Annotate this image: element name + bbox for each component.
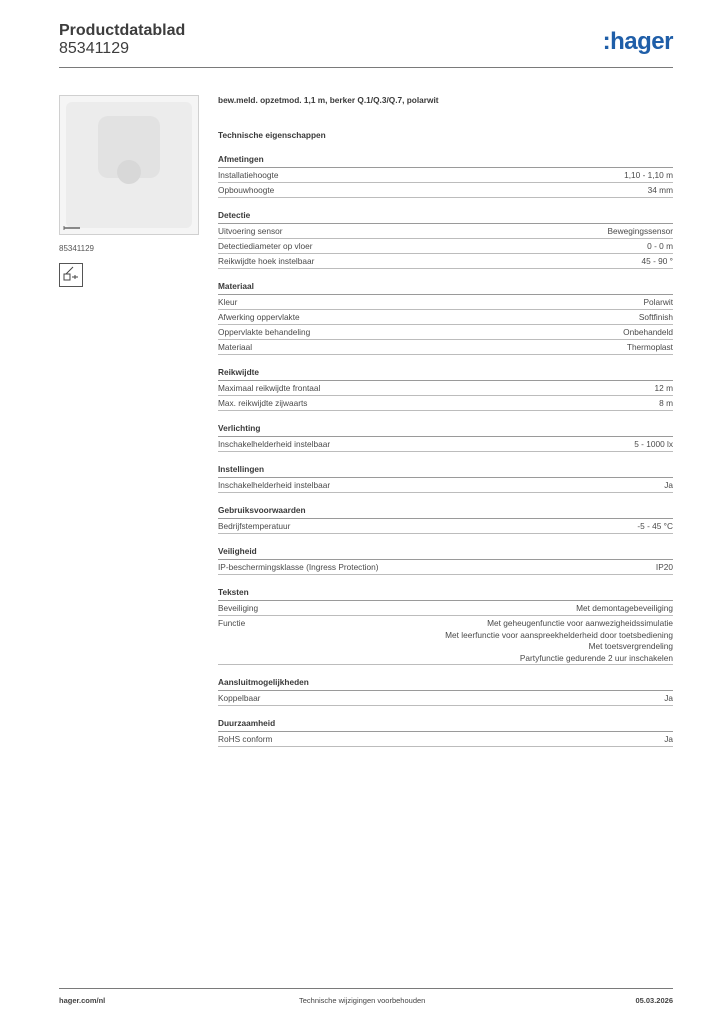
property-row: [218, 478, 673, 493]
property-label: IP-beschermingsklasse (Ingress Protection): [218, 562, 379, 572]
property-value: [648, 185, 673, 197]
property-value-line: IP20: [655, 562, 673, 572]
property-value-line: 45 - 90 °: [641, 256, 673, 266]
property-value: [623, 327, 673, 339]
property-row: [218, 616, 673, 665]
property-value: [647, 241, 673, 253]
property-row: [218, 310, 673, 325]
property-label: Installatiehoogte: [218, 170, 279, 180]
property-row: [218, 691, 673, 706]
property-value-line: Bewegingssensor: [607, 226, 673, 236]
property-label: Functie: [218, 618, 246, 628]
property-value-line: 8 m: [659, 398, 673, 408]
property-value: [659, 398, 673, 410]
footer-disclaimer: Technische wijzigingen voorbehouden: [299, 996, 426, 1005]
property-value: [656, 562, 673, 574]
property-value: [445, 618, 673, 664]
property-label: Inschakelhelderheid instelbaar: [218, 439, 331, 449]
section-title: Reikwijdte: [218, 367, 673, 381]
property-value-line: -5 - 45 °C: [637, 521, 673, 531]
scale-bar-icon: [63, 226, 81, 232]
property-section: [218, 210, 673, 269]
property-label: Oppervlakte behandeling: [218, 327, 311, 337]
header-divider: [59, 67, 673, 68]
property-value: [608, 226, 674, 238]
section-title: Aansluitmogelijkheden: [218, 677, 673, 691]
product-number: 85341129: [59, 40, 129, 57]
property-label: Materiaal: [218, 342, 253, 352]
installation-symbol-icon: [59, 263, 83, 287]
property-label: Max. reikwijdte zijwaarts: [218, 398, 308, 408]
property-row: [218, 437, 673, 452]
section-title: Gebruiksvoorwaarden: [218, 505, 673, 519]
property-label: Detectiediameter op vloer: [218, 241, 313, 251]
property-section: [218, 281, 673, 355]
property-value-line: Ja: [664, 480, 673, 490]
property-section: [218, 464, 673, 493]
property-section: [218, 718, 673, 747]
property-label: Afwerking oppervlakte: [218, 312, 300, 322]
property-value-line: Ja: [664, 693, 673, 703]
property-value-line: Partyfunctie gedurende 2 uur inschakelen: [519, 652, 673, 663]
property-value-line: 0 - 0 m: [647, 241, 673, 251]
property-value: [624, 170, 673, 182]
property-row: [218, 295, 673, 310]
property-row: [218, 183, 673, 198]
article-number-caption: 85341129: [59, 244, 94, 253]
section-title: Afmetingen: [218, 154, 673, 168]
property-value: [642, 256, 673, 268]
property-value: [639, 312, 673, 324]
section-title: Teksten: [218, 587, 673, 601]
section-title: Veiligheid: [218, 546, 673, 560]
property-row: [218, 254, 673, 269]
properties-sections: [218, 154, 673, 747]
property-label: Opbouwhoogte: [218, 185, 275, 195]
property-value-line: 34 mm: [647, 185, 673, 195]
footer-website-link[interactable]: hager.com/nl: [59, 996, 106, 1005]
section-title: Duurzaamheid: [218, 718, 673, 732]
property-row: [218, 396, 673, 411]
property-row: [218, 325, 673, 340]
property-row: [218, 601, 673, 616]
property-row: [218, 560, 673, 575]
property-label: Reikwijdte hoek instelbaar: [218, 256, 315, 266]
property-label: Beveiliging: [218, 603, 259, 613]
property-row: [218, 340, 673, 355]
property-section: [218, 546, 673, 575]
property-value-line: Softfinish: [638, 312, 673, 322]
property-value-line: Thermoplast: [626, 342, 673, 352]
property-label: RoHS conform: [218, 734, 273, 744]
property-value: [664, 734, 673, 746]
property-value: [664, 480, 673, 492]
property-section: [218, 423, 673, 452]
property-section: [218, 587, 673, 665]
property-value: [664, 693, 673, 705]
property-value: [643, 297, 673, 309]
section-title: Detectie: [218, 210, 673, 224]
product-image-sensor: [117, 160, 141, 184]
property-value-line: 1,10 - 1,10 m: [624, 170, 673, 180]
property-row: [218, 519, 673, 534]
product-description: bew.meld. opzetmod. 1,1 m, berker Q.1/Q.3/Q.7, polarwit: [218, 95, 439, 105]
property-section: [218, 367, 673, 411]
property-value: [655, 383, 673, 395]
property-value: [576, 603, 673, 615]
product-details: [218, 95, 673, 747]
product-image: [59, 95, 199, 235]
property-section: [218, 505, 673, 534]
property-value-line: 5 - 1000 lx: [634, 439, 673, 449]
footer-divider: [59, 988, 673, 989]
tech-properties-heading: Technische eigenschappen: [218, 130, 326, 140]
page-title: Productdatablad: [59, 22, 186, 39]
property-label: Uitvoering sensor: [218, 226, 283, 236]
property-label: Inschakelhelderheid instelbaar: [218, 480, 331, 490]
product-image-column: [59, 95, 199, 287]
property-label: Bedrijfstemperatuur: [218, 521, 291, 531]
property-value-line: Onbehandeld: [623, 327, 673, 337]
property-row: [218, 381, 673, 396]
property-value-line: Met geheugenfunctie voor aanwezigheidssimulatie: [487, 618, 673, 628]
property-value-line: Met toetsvergrendeling: [588, 641, 673, 651]
property-value-line: Polarwit: [643, 297, 673, 307]
property-section: [218, 677, 673, 706]
property-value-line: 12 m: [654, 383, 673, 393]
property-label: Koppelbaar: [218, 693, 261, 703]
footer-date: 05.03.2026: [635, 996, 673, 1005]
property-label: Kleur: [218, 297, 238, 307]
section-title: Instellingen: [218, 464, 673, 478]
property-row: [218, 168, 673, 183]
property-section: [218, 154, 673, 198]
property-row: [218, 239, 673, 254]
document-header: [59, 22, 673, 58]
product-image-frame: [66, 102, 192, 228]
property-row: [218, 224, 673, 239]
property-label: Maximaal reikwijdte frontaal: [218, 383, 321, 393]
property-value-line: Ja: [664, 734, 673, 744]
property-row: [218, 732, 673, 747]
hager-logo: :hager: [602, 28, 673, 55]
section-title: Verlichting: [218, 423, 673, 437]
property-value: [627, 342, 673, 354]
section-title: Materiaal: [218, 281, 673, 295]
property-value: [637, 521, 673, 533]
property-value-line: Met leerfunctie voor aanspreekhelderheid door toetsbediening: [445, 629, 673, 640]
property-value-line: Met demontagebeveiliging: [576, 603, 673, 613]
property-value: [634, 439, 673, 451]
